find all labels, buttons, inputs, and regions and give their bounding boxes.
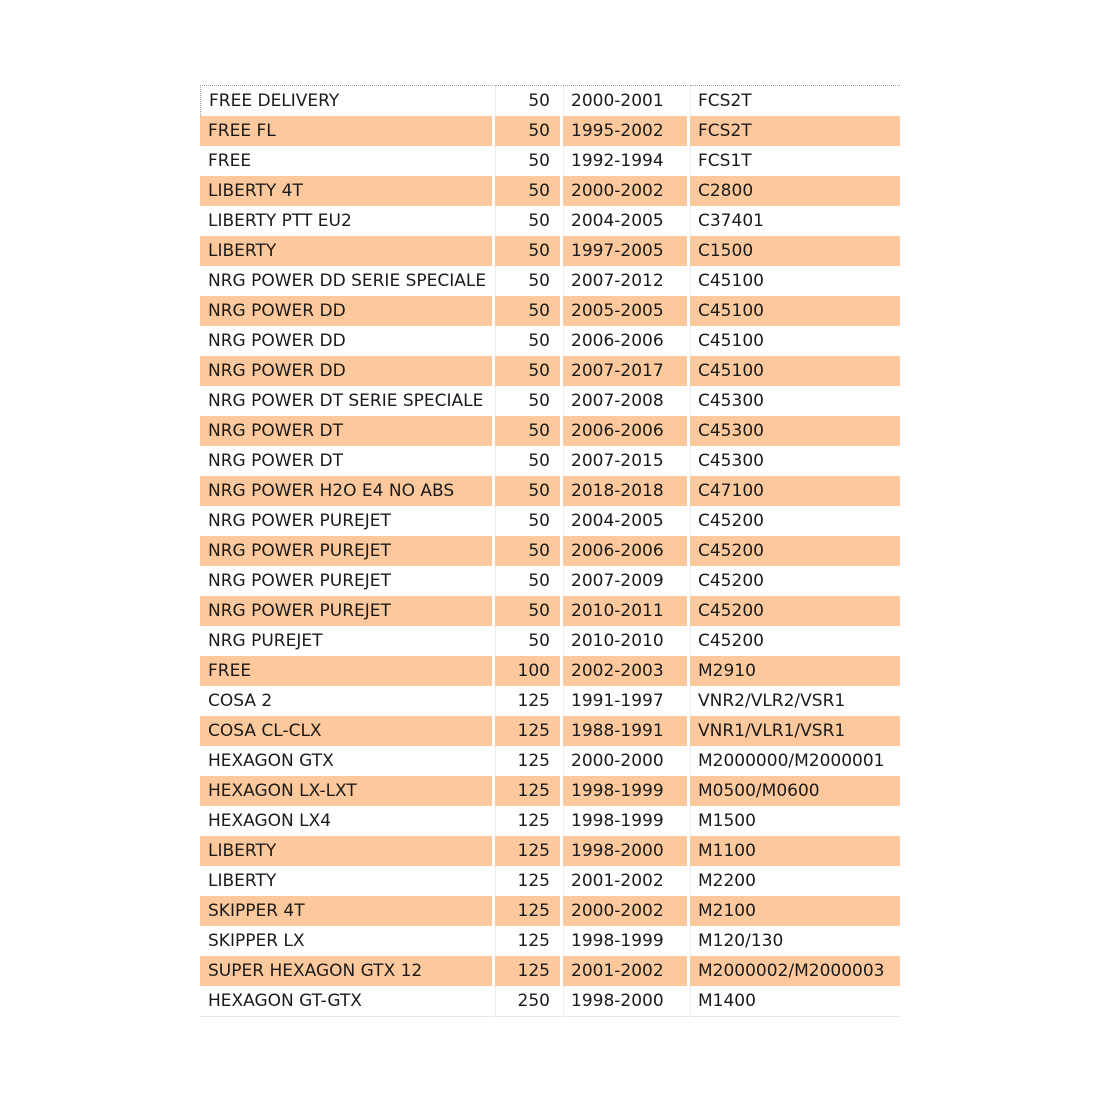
cell-years: 2007-2017 xyxy=(563,356,690,386)
cell-model: NRG POWER DD xyxy=(200,356,495,386)
cell-model: LIBERTY xyxy=(200,236,495,266)
table-row xyxy=(200,146,900,176)
cell-model: NRG POWER DD SERIE SPECIALE xyxy=(200,266,495,296)
table-row xyxy=(200,626,900,656)
cell-model: NRG POWER PUREJET xyxy=(200,536,495,566)
table-row xyxy=(200,836,900,866)
cell-model: FREE FL xyxy=(200,116,495,146)
cell-frame: C45100 xyxy=(690,326,900,356)
cell-years: 1992-1994 xyxy=(563,146,690,176)
cell-cc: 125 xyxy=(495,956,563,986)
cell-model: NRG POWER DT xyxy=(200,446,495,476)
cell-model: NRG POWER PUREJET xyxy=(200,506,495,536)
table-body xyxy=(200,85,900,1017)
cell-cc: 125 xyxy=(495,746,563,776)
cell-years: 2001-2002 xyxy=(563,956,690,986)
cell-model: NRG POWER DD xyxy=(200,326,495,356)
cell-model: HEXAGON GTX xyxy=(200,746,495,776)
cell-cc: 50 xyxy=(495,296,563,326)
cell-years: 2004-2005 xyxy=(563,506,690,536)
cell-model: NRG POWER PUREJET xyxy=(200,566,495,596)
cell-cc: 100 xyxy=(495,656,563,686)
table-row xyxy=(200,356,900,386)
cell-cc: 50 xyxy=(495,356,563,386)
cell-cc: 50 xyxy=(495,566,563,596)
cell-years: 1998-2000 xyxy=(563,836,690,866)
cell-cc: 50 xyxy=(495,176,563,206)
table-row xyxy=(200,326,900,356)
cell-frame: C45200 xyxy=(690,506,900,536)
cell-cc: 50 xyxy=(495,386,563,416)
cell-frame: FCS2T xyxy=(690,116,900,146)
cell-model: NRG POWER DT SERIE SPECIALE xyxy=(200,386,495,416)
cell-frame: C45100 xyxy=(690,296,900,326)
cell-model: HEXAGON GT-GTX xyxy=(200,986,495,1017)
cell-years: 2007-2008 xyxy=(563,386,690,416)
cell-model: HEXAGON LX4 xyxy=(200,806,495,836)
cell-cc: 250 xyxy=(495,986,563,1017)
table-row xyxy=(200,266,900,296)
table-row xyxy=(200,236,900,266)
table-row xyxy=(200,926,900,956)
cell-cc: 125 xyxy=(495,836,563,866)
table-row xyxy=(200,776,900,806)
cell-frame: C45200 xyxy=(690,536,900,566)
table-row xyxy=(200,956,900,986)
cell-years: 2004-2005 xyxy=(563,206,690,236)
cell-cc: 125 xyxy=(495,866,563,896)
table-row xyxy=(200,596,900,626)
table-row xyxy=(200,806,900,836)
cell-model: FREE DELIVERY xyxy=(200,85,495,116)
table-row xyxy=(200,986,900,1017)
cell-years: 2007-2015 xyxy=(563,446,690,476)
cell-frame: M1100 xyxy=(690,836,900,866)
table-row xyxy=(200,656,900,686)
cell-cc: 125 xyxy=(495,806,563,836)
cell-frame: VNR1/VLR1/VSR1 xyxy=(690,716,900,746)
cell-frame: C2800 xyxy=(690,176,900,206)
cell-years: 2000-2002 xyxy=(563,176,690,206)
table-row xyxy=(200,446,900,476)
cell-model: FREE xyxy=(200,146,495,176)
cell-frame: C1500 xyxy=(690,236,900,266)
cell-frame: C45300 xyxy=(690,386,900,416)
cell-years: 1988-1991 xyxy=(563,716,690,746)
cell-model: FREE xyxy=(200,656,495,686)
cell-cc: 125 xyxy=(495,716,563,746)
cell-cc: 125 xyxy=(495,686,563,716)
cell-cc: 50 xyxy=(495,326,563,356)
cell-years: 2006-2006 xyxy=(563,326,690,356)
cell-frame: M2200 xyxy=(690,866,900,896)
table-row xyxy=(200,296,900,326)
cell-years: 1991-1997 xyxy=(563,686,690,716)
compatibility-table-container xyxy=(200,85,900,1017)
cell-years: 2000-2002 xyxy=(563,896,690,926)
compatibility-table xyxy=(200,85,900,1017)
cell-frame: C45100 xyxy=(690,266,900,296)
cell-years: 1997-2005 xyxy=(563,236,690,266)
cell-years: 2001-2002 xyxy=(563,866,690,896)
cell-cc: 50 xyxy=(495,506,563,536)
cell-cc: 50 xyxy=(495,416,563,446)
table-row xyxy=(200,85,900,116)
cell-model: NRG POWER H2O E4 NO ABS xyxy=(200,476,495,506)
cell-cc: 50 xyxy=(495,266,563,296)
cell-frame: M2910 xyxy=(690,656,900,686)
cell-model: NRG POWER DD xyxy=(200,296,495,326)
cell-years: 2002-2003 xyxy=(563,656,690,686)
cell-model: LIBERTY 4T xyxy=(200,176,495,206)
cell-frame: M2000002/M2000003 xyxy=(690,956,900,986)
table-row xyxy=(200,566,900,596)
cell-frame: M2100 xyxy=(690,896,900,926)
cell-frame: C45200 xyxy=(690,566,900,596)
cell-frame: C37401 xyxy=(690,206,900,236)
cell-years: 2006-2006 xyxy=(563,416,690,446)
cell-model: LIBERTY xyxy=(200,866,495,896)
cell-frame: M1500 xyxy=(690,806,900,836)
cell-years: 2000-2000 xyxy=(563,746,690,776)
cell-model: NRG POWER PUREJET xyxy=(200,596,495,626)
cell-model: NRG POWER DT xyxy=(200,416,495,446)
cell-frame: C45200 xyxy=(690,626,900,656)
cell-cc: 50 xyxy=(495,146,563,176)
table-row xyxy=(200,386,900,416)
cell-frame: C45300 xyxy=(690,416,900,446)
cell-years: 2018-2018 xyxy=(563,476,690,506)
table-row xyxy=(200,896,900,926)
cell-frame: FCS1T xyxy=(690,146,900,176)
cell-years: 1998-1999 xyxy=(563,806,690,836)
table-row xyxy=(200,716,900,746)
cell-cc: 50 xyxy=(495,206,563,236)
table-row xyxy=(200,116,900,146)
cell-frame: VNR2/VLR2/VSR1 xyxy=(690,686,900,716)
cell-cc: 50 xyxy=(495,85,563,116)
table-row xyxy=(200,686,900,716)
cell-years: 2006-2006 xyxy=(563,536,690,566)
table-row xyxy=(200,416,900,446)
table-row xyxy=(200,176,900,206)
cell-model: SUPER HEXAGON GTX 12 xyxy=(200,956,495,986)
cell-cc: 50 xyxy=(495,116,563,146)
cell-cc: 125 xyxy=(495,776,563,806)
table-row xyxy=(200,746,900,776)
cell-years: 2010-2010 xyxy=(563,626,690,656)
table-row xyxy=(200,476,900,506)
cell-years: 2010-2011 xyxy=(563,596,690,626)
cell-model: COSA CL-CLX xyxy=(200,716,495,746)
cell-frame: M2000000/M2000001 xyxy=(690,746,900,776)
cell-years: 2000-2001 xyxy=(563,85,690,116)
cell-years: 2005-2005 xyxy=(563,296,690,326)
cell-years: 2007-2009 xyxy=(563,566,690,596)
cell-frame: C45300 xyxy=(690,446,900,476)
cell-cc: 50 xyxy=(495,536,563,566)
cell-frame: M1400 xyxy=(690,986,900,1017)
cell-frame: C45200 xyxy=(690,596,900,626)
cell-cc: 125 xyxy=(495,896,563,926)
cell-frame: M120/130 xyxy=(690,926,900,956)
cell-cc: 50 xyxy=(495,446,563,476)
cell-cc: 50 xyxy=(495,626,563,656)
table-row xyxy=(200,536,900,566)
cell-model: NRG PUREJET xyxy=(200,626,495,656)
cell-model: SKIPPER 4T xyxy=(200,896,495,926)
cell-cc: 125 xyxy=(495,926,563,956)
cell-cc: 50 xyxy=(495,236,563,266)
cell-model: HEXAGON LX-LXT xyxy=(200,776,495,806)
cell-model: LIBERTY xyxy=(200,836,495,866)
table-row xyxy=(200,206,900,236)
cell-cc: 50 xyxy=(495,476,563,506)
cell-cc: 50 xyxy=(495,596,563,626)
cell-years: 2007-2012 xyxy=(563,266,690,296)
cell-years: 1998-1999 xyxy=(563,926,690,956)
cell-frame: FCS2T xyxy=(690,85,900,116)
cell-model: COSA 2 xyxy=(200,686,495,716)
cell-years: 1995-2002 xyxy=(563,116,690,146)
cell-frame: C45100 xyxy=(690,356,900,386)
cell-frame: M0500/M0600 xyxy=(690,776,900,806)
cell-model: LIBERTY PTT EU2 xyxy=(200,206,495,236)
cell-years: 1998-1999 xyxy=(563,776,690,806)
cell-frame: C47100 xyxy=(690,476,900,506)
table-row xyxy=(200,506,900,536)
cell-model: SKIPPER LX xyxy=(200,926,495,956)
table-row xyxy=(200,866,900,896)
cell-years: 1998-2000 xyxy=(563,986,690,1017)
